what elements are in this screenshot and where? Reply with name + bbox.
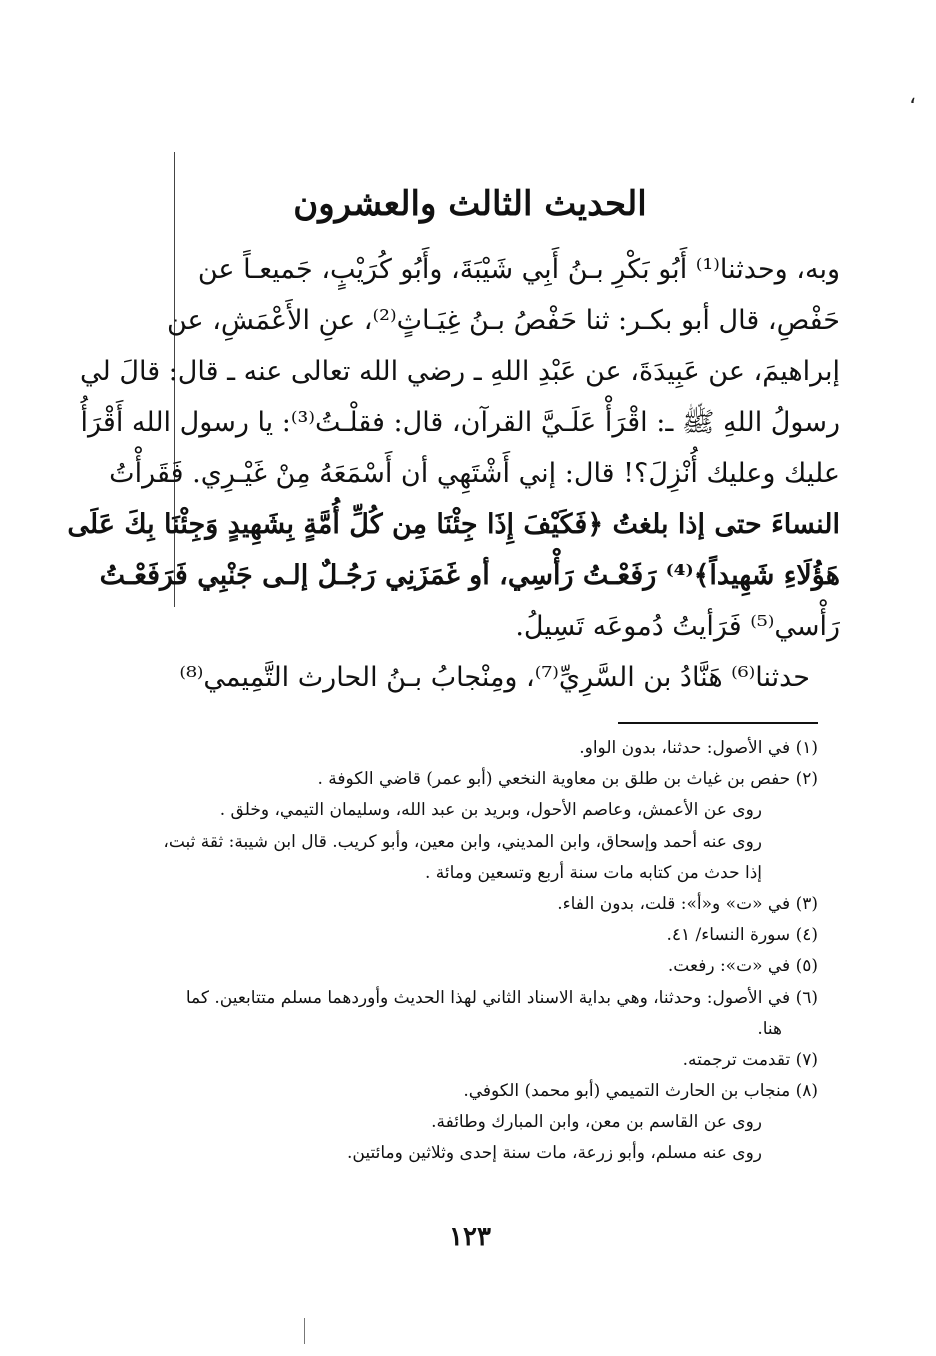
hadith-line: رسولُ اللهِ ﷺ ـ: اقْرَأْ عَلَـيَّ القرآن، قال: فقلْـتُ⁽³⁾: يا رسول الله أَقْرَأُ xyxy=(80,407,840,438)
hadith-line: عليك وعليك أُنْزِلَ؟! قال: إني أَشْتَهِي أن أَسْمَعَهُ مِنْ غَيْـرِي. فَقَرأْتُ xyxy=(109,458,840,489)
footnote-continuation: روى عنه أحمد وإسحاق، وابن المديني، وابن معين، وأبو كريب. قال ابن شيبة: ثقة ثبت، xyxy=(163,831,762,852)
footnote-continuation: روى عنه مسلم، وأبو زرعة، مات سنة إحدى وثلاثين ومائتين. xyxy=(346,1143,762,1164)
footnote-divider xyxy=(618,722,818,724)
hadith-line: حَفْصِ، قال أبو بكـر: ثنا حَفْصُ بـنُ غِيَـاثٍ⁽²⁾، عنِ الأَعْمَشِ، عن xyxy=(166,305,840,336)
hadith-line-quran-verse: هَؤُلَاءِ شَهِيداً﴾⁽⁴⁾ رَفَعْـتُ رَأْسِي، أو غَمَزَنِي رَجُـلٌ إلـى جَنْبِي فَرَفَعْـتُ xyxy=(99,560,840,591)
hadith-line-quran-verse: النساءَ حتى إذا بلغتُ ﴿فَكَيْفَ إِذَا جِئْنَا مِن كُلِّ أُمَّةٍ بِشَهِيدٍ وَجِئْنَا بِكَ عَلَى xyxy=(67,509,840,540)
footnote: (٤) سورة النساء/ ٤١. xyxy=(666,925,818,946)
next-narration-line: حدثنا⁽⁶⁾ هَنَّادُ بن السَّرِيِّ⁽⁷⁾، ومِنْجابُ بـنُ الحارث التَّمِيمي⁽⁸⁾ xyxy=(179,662,810,693)
footnote: (٨) منجاب بن الحارث التميمي (أبو محمد) الكوفي. xyxy=(463,1081,818,1102)
hadith-line: إبراهيمَ، عن عَبِيدَةَ، عن عَبْدِ اللهِ ـ رضي الله تعالى عنه ـ قال: قالَ لي xyxy=(80,356,840,387)
page-number: ١٢٣ xyxy=(449,1222,491,1252)
footnote: (٥) في «ت»: رفعت. xyxy=(667,956,818,977)
footnote-continuation: إذا حدث من كتابه مات سنة أربع وتسعين ومائة . xyxy=(425,862,762,883)
footnote: (٦) في الأصول: وحدثنا، وهي بداية الاسناد الثاني لهذا الحديث وأوردهما مسلم متتابعين. كما xyxy=(185,987,818,1008)
footnote-continuation: هنا. xyxy=(757,1018,782,1039)
footnotes xyxy=(110,733,818,1170)
footnote-continuation: روى عن الأعمش، وعاصم الأحول، وبريد بن عبد الله، وسليمان التيمي، وخلق . xyxy=(219,800,762,821)
hadith-text xyxy=(67,244,840,652)
hadith-line: رَأْسي⁽⁵⁾ فَرَأيتُ دُموعَه تَسِيلُ. xyxy=(515,611,840,642)
footnote: (٢) حفص بن غياث بن طلق بن معاوية النخعي (أبو عمر) قاضي الكوفة . xyxy=(317,769,818,790)
footnote: (٣) في «ت» و«أ»: قلت، بدون الفاء. xyxy=(557,893,818,914)
footnote-continuation: روى عن القاسم بن معن، وابن المبارك وطائفة. xyxy=(431,1112,762,1133)
footnote: (١) في الأصول: حدثنا، بدون الواو. xyxy=(579,738,818,758)
footnote: (٧) تقدمت ترجمته. xyxy=(682,1049,818,1070)
scan-mark: ، xyxy=(909,84,917,109)
scan-edge-mark xyxy=(304,1318,305,1344)
hadith-title: الحديث الثالث والعشرون xyxy=(293,184,647,224)
hadith-line: وبه، وحدثنا⁽¹⁾ أَبُو بَكْرِ بـنُ أَبِي شَيْبَةَ، وأَبُو كُرَيْبٍ، جَميعـاً عن xyxy=(197,254,840,285)
